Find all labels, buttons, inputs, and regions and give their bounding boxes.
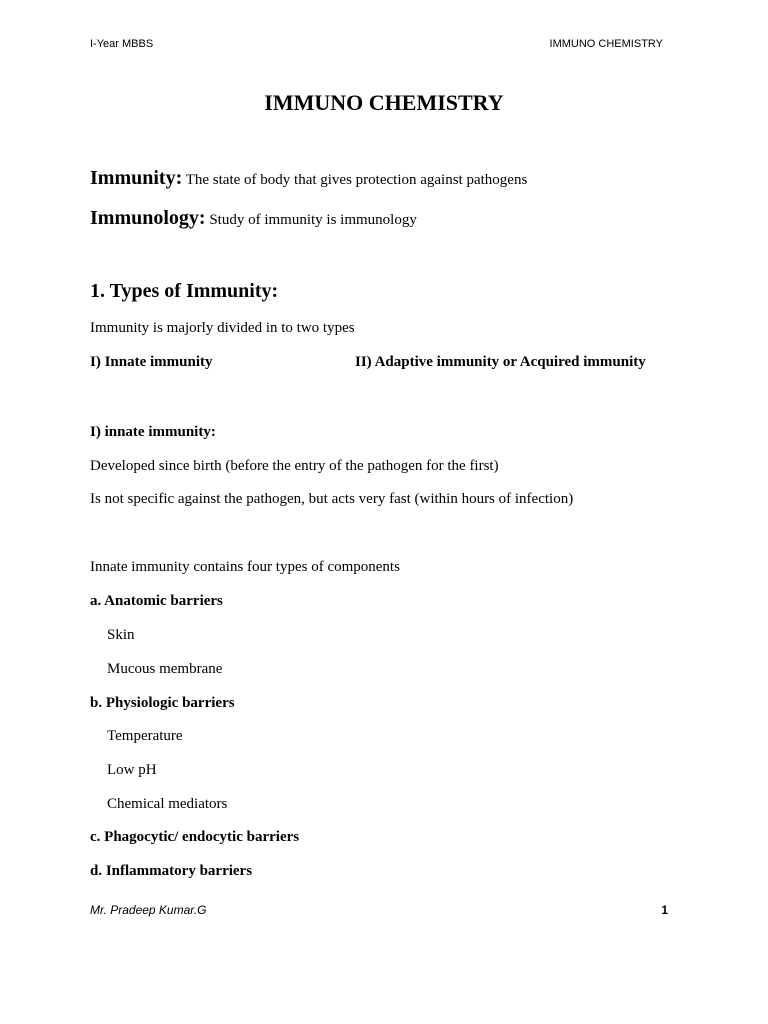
type-innate: I) Innate immunity [90,354,213,370]
list-item: Skin [107,627,135,643]
footer-author: Mr. Pradeep Kumar.G [90,903,207,917]
definition-immunology [90,207,417,230]
component-b-label: b. Physiologic barriers [90,695,235,711]
component-c-label: c. Phagocytic/ endocytic barriers [90,829,300,845]
list-item: Mucous membrane [107,661,223,677]
section-heading-types: 1. Types of Immunity: [90,280,279,302]
component-a-label: a. Anatomic barriers [90,593,223,609]
definition-text: The state of body that gives protection against pathogens [185,172,528,188]
list-item: Temperature [107,728,183,744]
section-intro: Immunity is majorly divided in to two types [90,320,355,336]
list-item: Low pH [107,762,157,778]
page-title: IMMUNO CHEMISTRY [264,90,504,115]
definition-text: Study of immunity is immunology [209,212,417,228]
components-intro: Innate immunity contains four types of components [90,559,400,575]
definition-term: Immunology: [90,207,206,229]
component-d-label: d. Inflammatory barriers [90,863,253,879]
definition-immunity [90,167,527,190]
type-adaptive: II) Adaptive immunity or Acquired immunity [355,354,646,370]
definition-term: Immunity: [90,167,183,189]
subsection-heading-innate: I) innate immunity: [90,424,216,440]
innate-line-2: Is not specific against the pathogen, but acts very fast (within hours of infection) [90,491,574,507]
header-left-text: I-Year MBBS [90,38,154,50]
innate-line-1: Developed since birth (before the entry of the pathogen for the first) [90,458,499,474]
header-right-text: IMMUNO CHEMISTRY [549,38,663,50]
footer-page-number: 1 [661,903,668,917]
list-item: Chemical mediators [107,796,228,812]
